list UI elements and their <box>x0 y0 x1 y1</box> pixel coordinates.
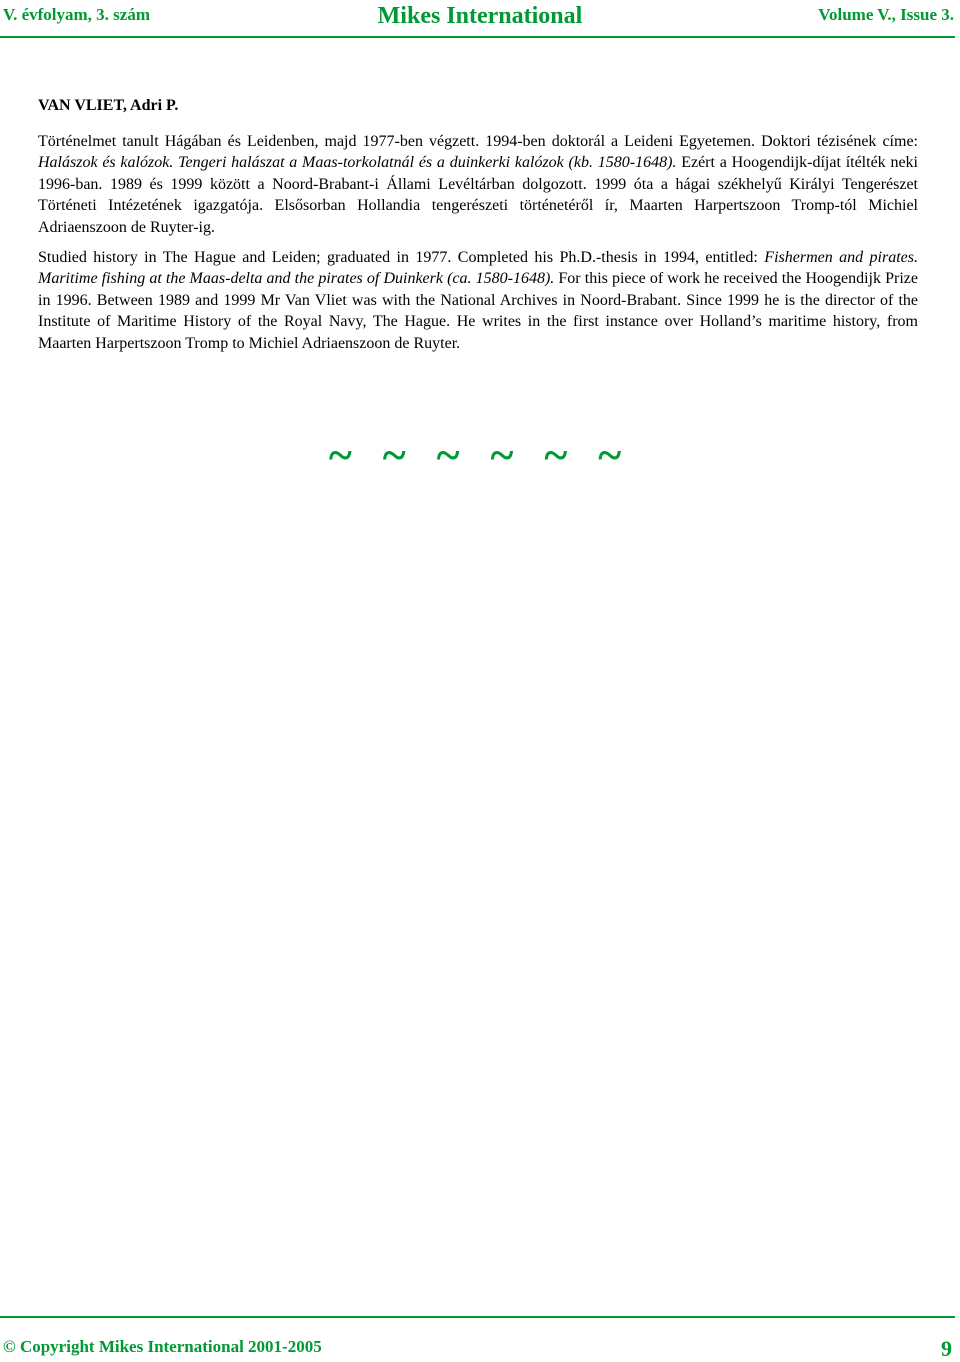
page-number: 9 <box>941 1336 952 1361</box>
article-body <box>38 95 918 363</box>
header-journal-title: Mikes International <box>377 3 583 29</box>
bio-hungarian <box>38 131 918 238</box>
header-divider <box>0 36 955 38</box>
bio-en-text-2: For this piece of work he received the Hoogendijk Prize in 1996. Between 1989 and 1999 Mr Van Vliet was with the National Archives in Noord-Brabant. Since 1999 he is the director of the Institute of Maritime History of the Royal Navy, The Hague. He writes in the first instance over Holland’s maritime history, from Maarten Harpertszoon Tromp to Michiel Adriaenszoon de Ruyter. <box>38 270 918 352</box>
bio-hu-thesis-title: Halászok és kalózok. Tengeri halászat a Maas-torkolatnál és a duinkerki kalózok (kb. 1580-1648). <box>38 154 677 172</box>
page-header <box>0 0 960 40</box>
footer-copyright: © Copyright Mikes International 2001-2005 <box>3 1337 322 1356</box>
bio-english <box>38 247 918 354</box>
bio-hu-text-1: Történelmet tanult Hágában és Leidenben, majd 1977-ben végzett. 1994-ben doktorál a Leideni Egyetemen. Doktori tézisének címe: <box>38 133 918 150</box>
bio-hu-text-2: Ezért a Hoogendijk-díjat ítélték neki 1996-ban. 1989 és 1999 között a Noord-Brabant-i Állami Levéltárban dolgozott. 1999 óta a hágai székhelyű Királyi Tengerészet Történeti Intézetének igazgatója. Elsősorban Hollandia tengerészeti történetéről ír, Maarten Harpertszoon Tromp-tól Michiel Adriaenszoon de Ruyter-ig. <box>38 154 918 236</box>
header-volume-en: Volume V., Issue 3. <box>818 5 954 24</box>
bio-en-thesis-title: Fishermen and pirates. Maritime fishing at the Maas-delta and the pirates of Duinkerk (ca. 1580-1648). <box>38 249 919 288</box>
tilde-separator: ~ ~ ~ ~ ~ ~ <box>328 431 632 480</box>
footer-divider <box>0 1316 955 1318</box>
bio-en-text-1: Studied history in The Hague and Leiden; graduated in 1977. Completed his Ph.D.-thesis in 1994, entitled: <box>38 249 765 267</box>
author-name: VAN VLIET, Adri P. <box>38 97 179 114</box>
header-volume-hu: V. évfolyam, 3. szám <box>3 5 150 24</box>
